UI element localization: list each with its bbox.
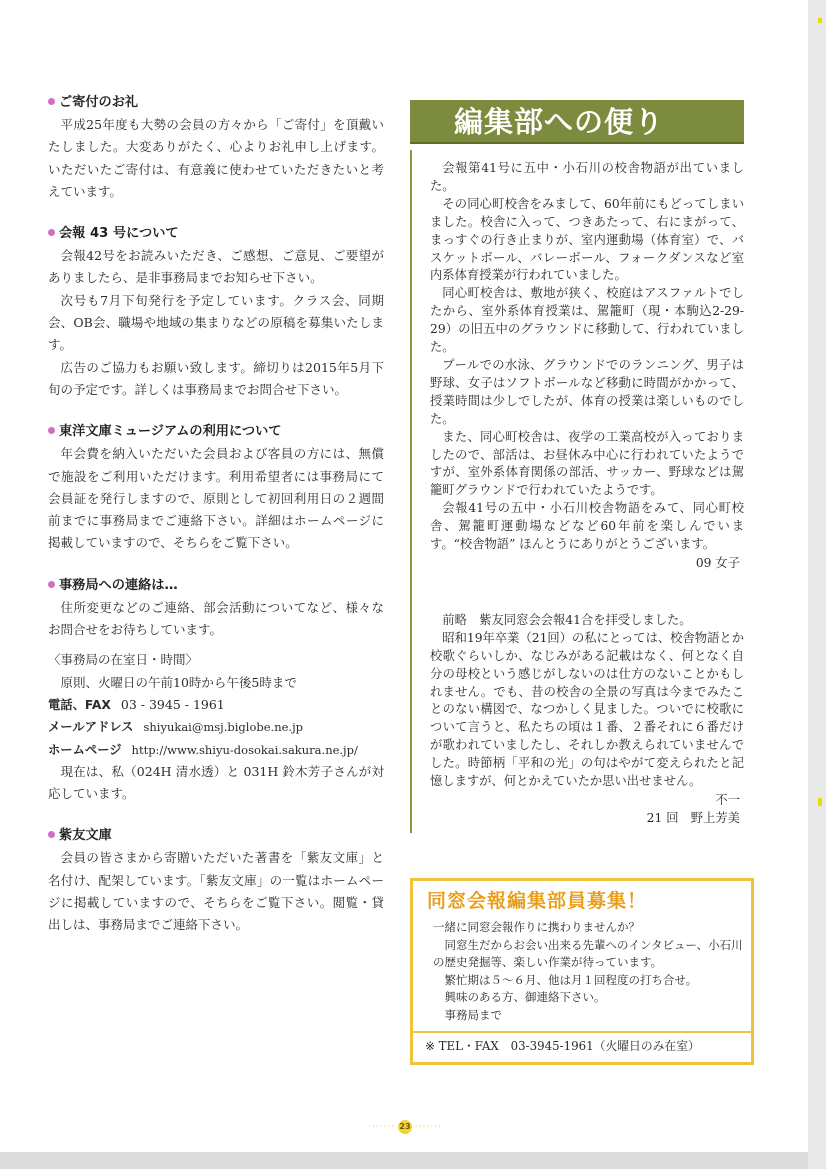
scan-edge-bottom (0, 1152, 808, 1169)
editorial-banner: 編集部への便り (410, 100, 744, 144)
mail-address[interactable]: shiyukai@msj.biglobe.ne.jp (143, 720, 304, 735)
bullet-icon (48, 98, 55, 105)
page-number: ······· 23 ······· (368, 1122, 442, 1132)
letter-paragraph: プールでの水泳、グラウンドでのランニング、男子は野球、女子はソフトボールなど移動に時間がかかって、授業時間は少しでしたが、体育の授業は楽しいものでした。 (430, 357, 744, 426)
left-column (48, 92, 384, 957)
letter-paragraph: 会報第41号に五中・小石川の校舎物語が出ていました。 (430, 161, 744, 193)
recruit-line: 同窓生だからお会い出来る先輩へのインタビュー、小石川の歴史発掘等、楽しい作業が待っています。 (433, 937, 743, 970)
section-heading: 紫友文庫 (59, 828, 112, 844)
section-office (48, 575, 384, 642)
section-bulletin (48, 223, 384, 401)
tel-label: 電話、FAX (48, 697, 111, 712)
bullet-icon (48, 581, 55, 588)
bullet-icon (48, 427, 55, 434)
letter-paragraph: 会報41号の五中・小石川校舎物語をみて、同心町校舎、駕籠町運動場などなど60年前を楽しんでいます。“校舎物語” ほんとうにありがとうございます。 (430, 501, 744, 552)
scan-edge-right (808, 0, 826, 1169)
letters-box (410, 150, 744, 833)
recruit-line: 興味のある方、御連絡下さい。 (444, 990, 606, 1005)
mail-label: メールアドレス (48, 720, 134, 735)
divider (413, 1031, 751, 1033)
section-museum (48, 421, 384, 554)
color-mark (818, 798, 822, 806)
section-heading: 会報 43 号について (59, 226, 179, 242)
letter-paragraph: また、同心町校舎は、夜学の工業高校が入っておりましたので、部活は、お昼休み中心に行われていたようですが、室外系体育関係の部活、サッカー、野球などは駕籠町グラウンドで行われていたようです。 (430, 429, 744, 498)
section-library (48, 825, 384, 936)
letter-paragraph: 昭和19年卒業（21回）の私にとっては、校舎物語とか校歌ぐらいしか、なじみがある記載はなく、何となく自分の母校という感じがしないのは仕方のないことかもしれません。でも、昔の校舎の全景の写真は今までみたことのない構図で、なつかしく見ました。ついでに校歌について言うと、私たちの頃は１番、２番それに６番だけが歌われていましたし、それしか教えられていませんでした。時節柄「平和の光」の句はやがて変えられたと記憶しますが、何とかえていたか思い出せません。 (430, 630, 744, 789)
page-number-badge: 23 (398, 1120, 412, 1134)
web-url[interactable]: http://www.shiyu-dosokai.sakura.ne.jp/ (131, 742, 358, 757)
color-mark (818, 18, 822, 23)
paragraph: 広告のご協力もお願い致します。締切りは2015年5月下旬の予定です。詳しくは事務局までお問合せ下さい。 (48, 359, 384, 397)
tel-number: 03 - 3945 - 1961 (120, 696, 225, 712)
letter-signature: 09 女子 (695, 555, 740, 570)
paragraph: 住所変更などのご連絡、部会活動についてなど、様々なお問合せをお待ちしています。 (48, 599, 384, 638)
recruit-title: 同窓会報編集部員募集！ (427, 890, 648, 912)
letter-paragraph: 前略 紫友同窓会会報41合を拝受しました。 (442, 612, 692, 627)
bullet-icon (48, 831, 55, 838)
bullet-icon (48, 229, 55, 236)
recruit-line: 繁忙期は５～６月、他は月１回程度の打ち合せ。 (444, 972, 698, 987)
section-heading: ご寄付のお礼 (59, 95, 139, 110)
recruit-line: 一緒に同窓会報作りに携わりませんか？ (433, 920, 640, 934)
letter-signature: 21 回 野上芳美 (646, 811, 740, 825)
section-donation (48, 92, 384, 203)
right-column (410, 100, 744, 833)
letter-close: 不一 (715, 793, 740, 807)
office-hours-label: 〈事務局の在室日・時間〉 (48, 652, 199, 668)
staff-note: 現在は、私（024H 清水透）と 031H 鈴木芳子さんが対応しています。 (48, 763, 384, 802)
section-heading: 東洋文庫ミュージアムの利用について (59, 424, 282, 440)
recruit-contact: ※ TEL・FAX 03-3945-1961（火曜日のみ在室） (425, 1038, 700, 1053)
paragraph: 平成25年度も大勢の会員の方々から「ご寄付」を頂戴いたしました。大変ありがたく、心よりお礼申し上げます。いただいたご寄付は、有意義に使わせていただきたいと考えています。 (48, 117, 384, 199)
letter-paragraph: その同心町校舎をみまして、60年前にもどってしまいました。校舎に入って、つきあたって、右にまがって、まっすぐの行き止まりが、室内運動場（体育室）で、バスケットボール、バレーボール、フォークダンスなど室内系体育授業が行われていました。 (430, 196, 744, 283)
paragraph: 会報42号をお読みいただき、ご感想、ご意見、ご要望がありましたら、是非事務局までお知らせ下さい。 (48, 248, 384, 286)
office-hours: 原則、火曜日の午前10時から午後5時まで (60, 674, 297, 690)
paragraph: 会員の皆さまから寄贈いただいた著書を「紫友文庫」と名付け、配架しています。「紫友文庫」の一覧はホームページに掲載していますので、そちらをご覧下さい。閲覧・貸出しは、事務局までご連絡下さい。 (48, 850, 384, 933)
letter-paragraph: 同心町校舎は、敷地が狭く、校庭はアスファルトでしたから、室外系体育授業は、駕籠町（現・本駒込2-29-29）の旧五中のグラウンドに移動して、行われていました。 (430, 286, 744, 355)
paragraph: 年会費を納入いただいた会員および客員の方には、無償で施設をご利用いただけます。利用希望者には事務局にて会員証を発行しますので、原則として初回利用日の２週間前までに事務局までご連絡下さい。詳細はホームページに掲載していますので、そちらをご覧下さい。 (48, 446, 384, 551)
recruit-line: 事務局まで (444, 1007, 502, 1022)
paragraph: 次号も7月下旬発行を予定しています。クラス会、同期会、OB会、職場や地域の集まりなどの原稿を募集いたします。 (48, 292, 384, 353)
recruit-box (410, 878, 754, 1065)
section-heading: 事務局への連絡は… (59, 577, 178, 593)
web-label: ホームページ (48, 742, 122, 757)
contact-info (48, 649, 384, 805)
